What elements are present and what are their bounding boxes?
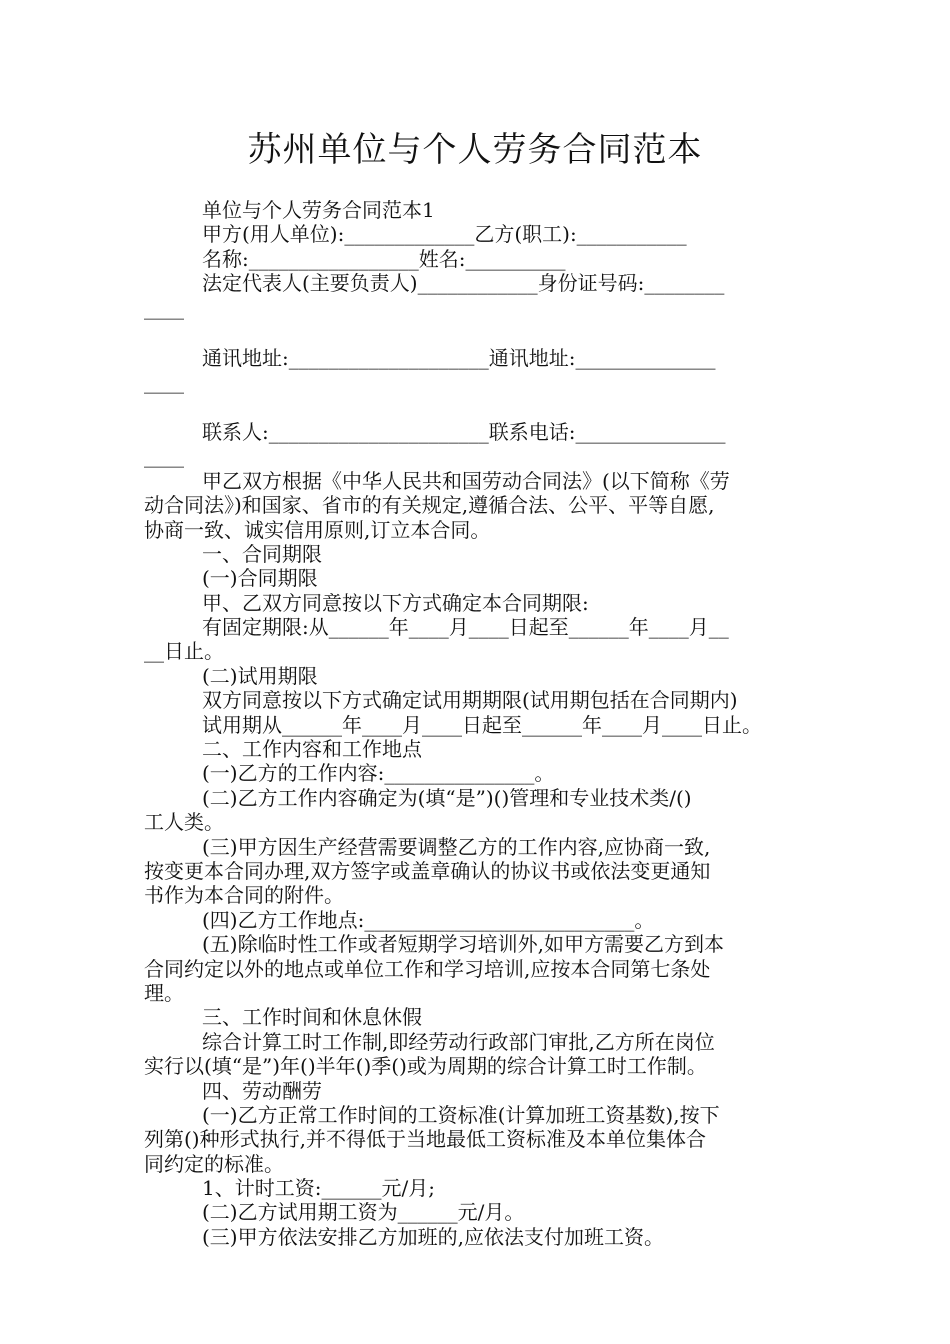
body-line: ____: [144, 369, 184, 394]
body-line: 列第()种形式执行,并不得低于当地最低工资标准及本单位集体合: [144, 1127, 706, 1152]
body-line: 工人类。: [144, 810, 224, 835]
body-line: 试用期从______年____月____日起至______年____月____日止。: [202, 712, 762, 737]
body-line: (一)合同期限: [202, 566, 318, 591]
body-line: 三、工作时间和休息休假: [202, 1005, 422, 1030]
body-line: 四、劳动酬劳: [202, 1078, 322, 1103]
document-title: 苏州单位与个人劳务合同范本: [247, 130, 703, 170]
body-line: (三)甲方依法安排乙方加班的,应依法支付加班工资。: [202, 1224, 664, 1249]
document-body: [144, 198, 814, 1249]
body-line: (五)除临时性工作或者短期学习培训外,如甲方需要乙方到本: [202, 932, 724, 957]
body-line: ____: [144, 295, 184, 320]
body-line: 名称:_________________姓名:__________: [202, 246, 566, 271]
body-line: 1、计时工资:______元/月;: [202, 1176, 435, 1201]
body-line: 同约定的标准。: [144, 1151, 284, 1176]
body-line: 按变更本合同办理,双方签字或盖章确认的协议书或依法变更通知: [144, 858, 711, 883]
body-line: (一)乙方正常工作时间的工资标准(计算加班工资基数),按下: [202, 1102, 720, 1127]
body-line: 甲方(用人单位):_____________乙方(职工):___________: [202, 222, 687, 247]
body-line: 双方同意按以下方式确定试用期期限(试用期包括在合同期内): [202, 688, 738, 713]
body-line: (二)乙方工作内容确定为(填“是”)()管理和专业技术类/(): [202, 785, 692, 810]
body-line: (一)乙方的工作内容:_______________。: [202, 761, 555, 786]
body-line: 合同约定以外的地点或单位工作和学习培训,应按本合同第七条处: [144, 956, 711, 981]
body-line: 书作为本合同的附件。: [144, 883, 344, 908]
body-line: 一、合同期限: [202, 541, 322, 566]
body-line: 单位与个人劳务合同范本1: [202, 198, 435, 222]
body-line: 联系人:______________________联系电话:_______________: [202, 419, 726, 444]
body-line: __日止。: [144, 639, 224, 664]
body-line: (三)甲方因生产经营需要调整乙方的工作内容,应协商一致,: [202, 834, 711, 859]
body-line: 协商一致、诚实信用原则,订立本合同。: [144, 517, 491, 542]
body-line: 实行以(填“是”)年()半年()季()或为周期的综合计算工时工作制。: [144, 1054, 707, 1079]
body-line: 通讯地址:____________________通讯地址:______________: [202, 345, 716, 370]
body-line: 综合计算工时工作制,即经劳动行政部门审批,乙方所在岗位: [202, 1029, 715, 1054]
body-line: 动合同法》)和国家、省市的有关规定,遵循合法、公平、平等自愿,: [144, 493, 715, 518]
body-line: ____: [144, 444, 184, 469]
body-line: (四)乙方工作地点:___________________________。: [202, 907, 655, 932]
body-line: 二、工作内容和工作地点: [202, 737, 422, 762]
body-line: 甲、乙双方同意按以下方式确定本合同期限:: [202, 590, 589, 615]
body-line: 法定代表人(主要负责人)____________身份证号码:________: [202, 271, 725, 296]
body-line: (二)乙方试用期工资为______元/月。: [202, 1200, 525, 1225]
body-line: (二)试用期限: [202, 663, 318, 688]
body-line: 有固定期限:从______年____月____日起至______年____月__: [202, 615, 729, 640]
body-line: 理。: [144, 980, 184, 1005]
body-line: 甲乙双方根据《中华人民共和国劳动合同法》(以下简称《劳: [202, 468, 730, 493]
